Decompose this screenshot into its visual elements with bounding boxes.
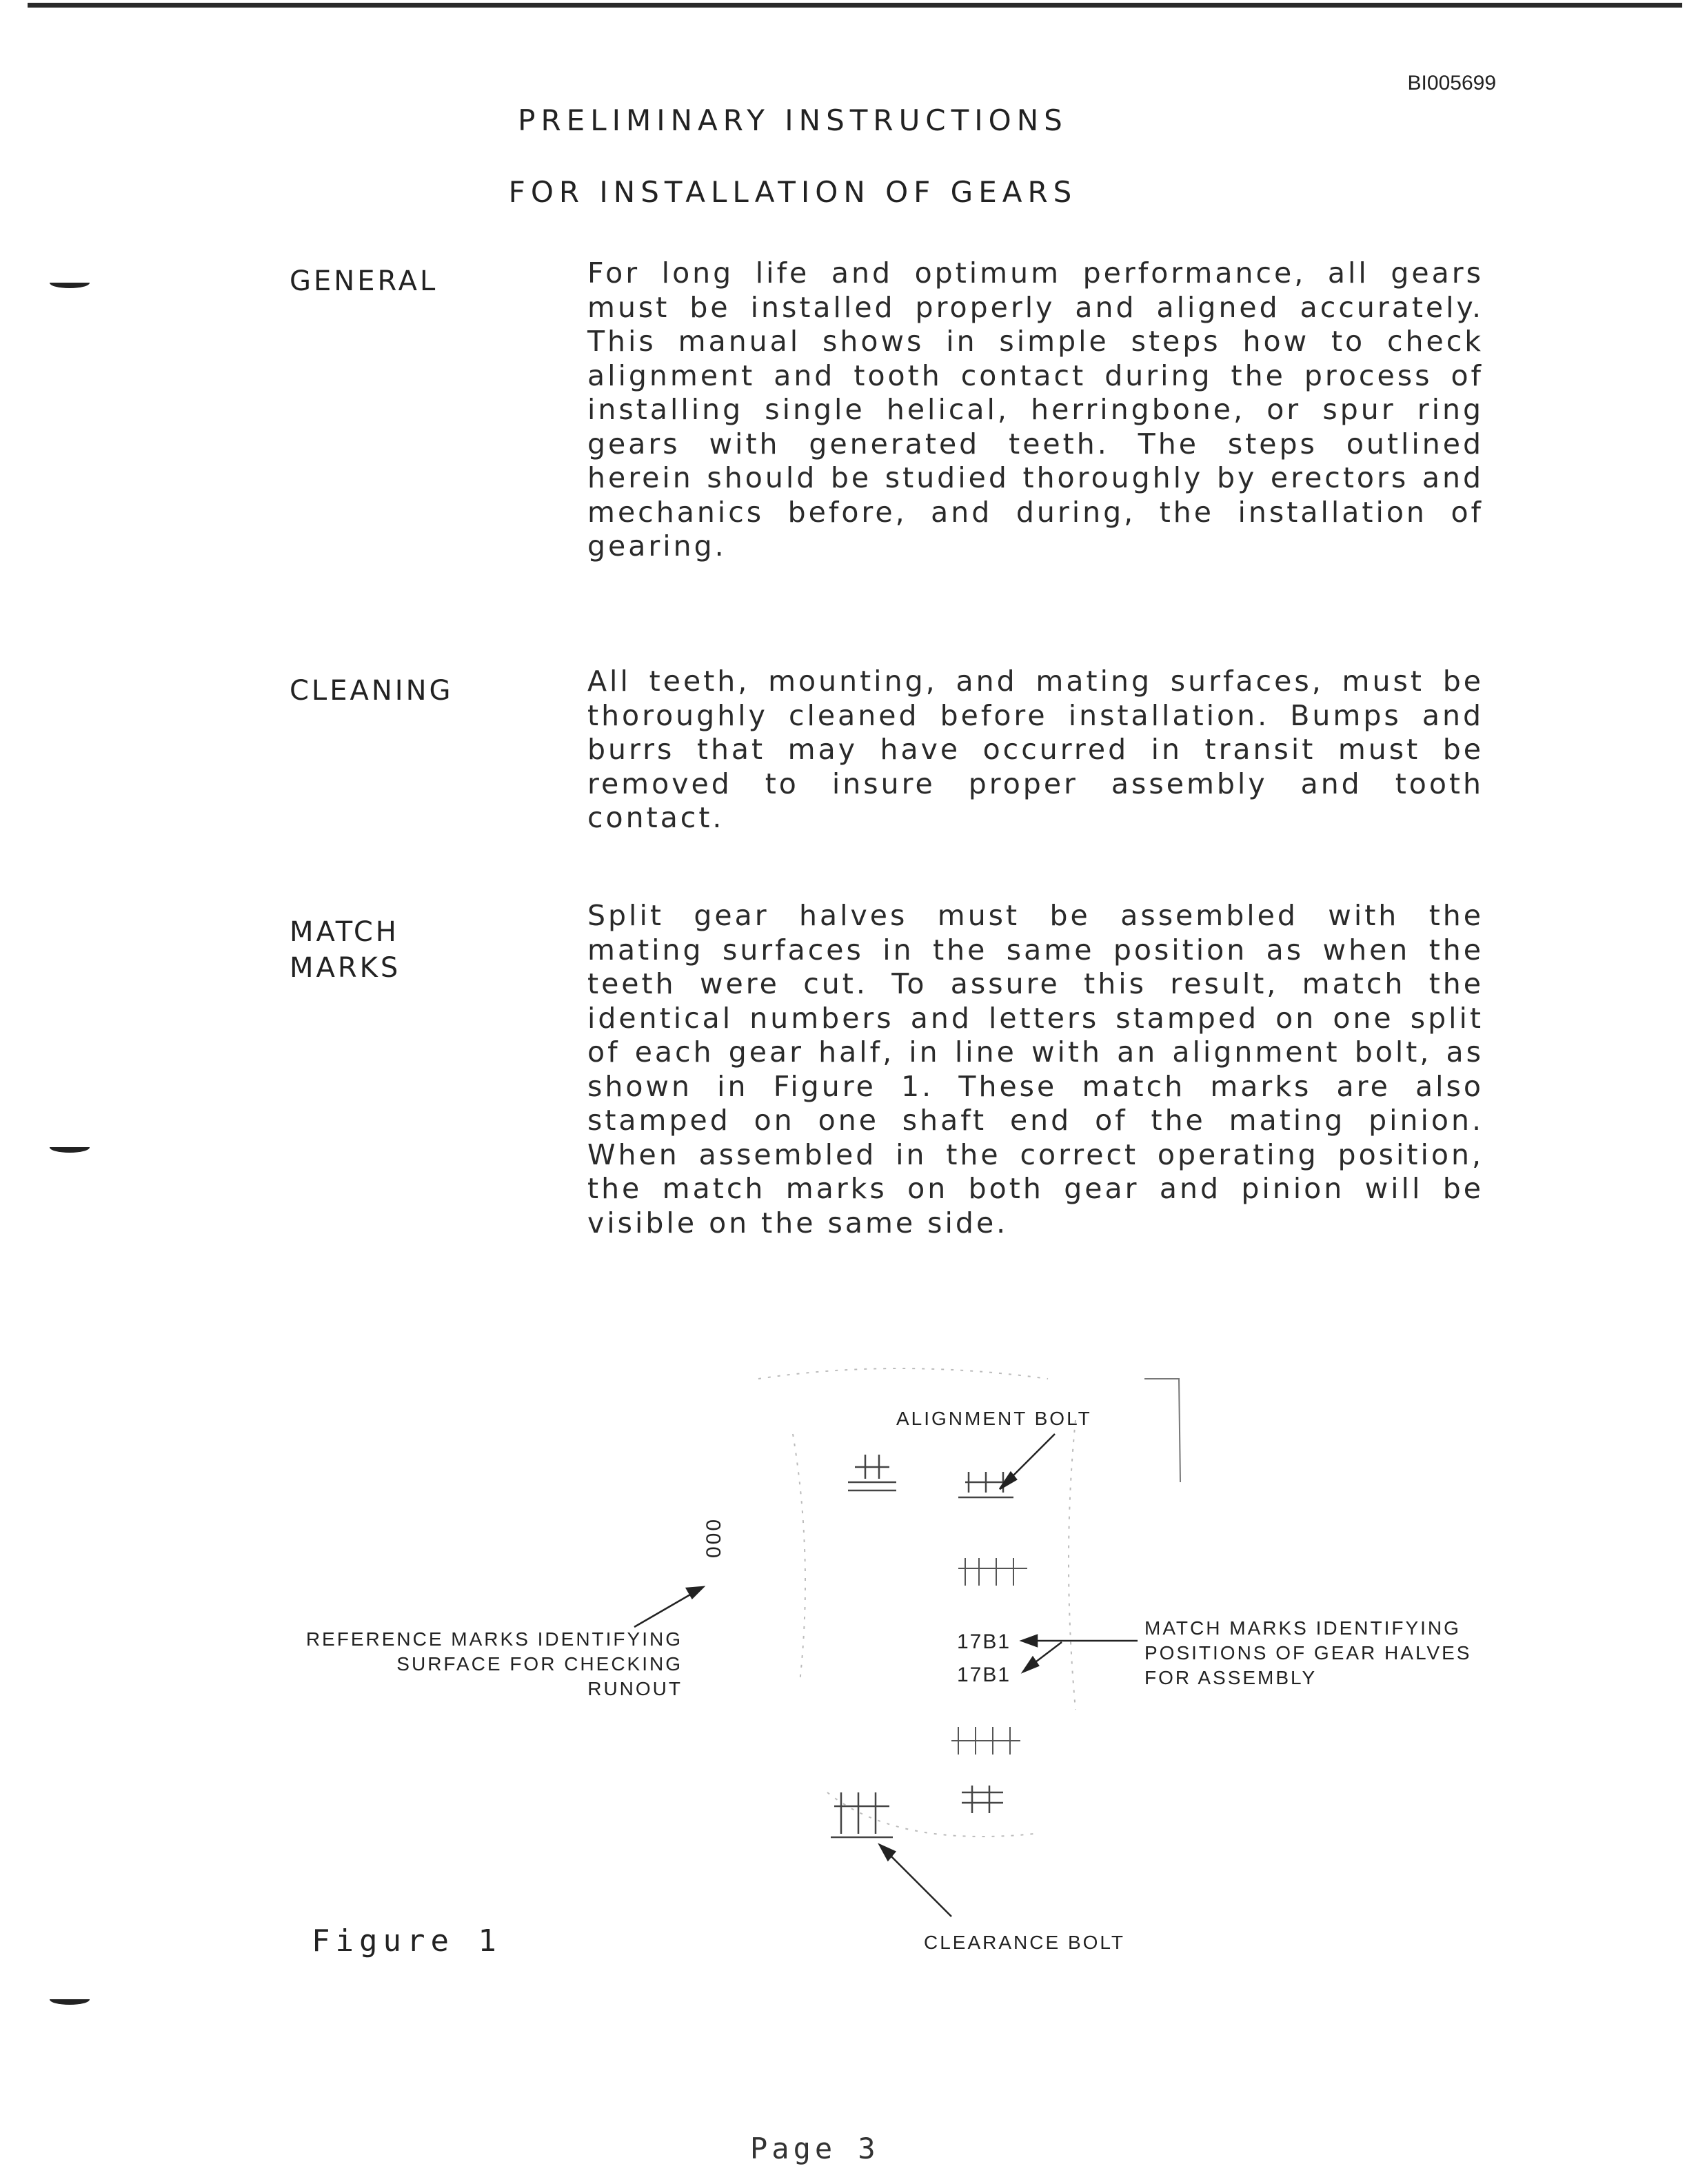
gear-outline-right: [1069, 1420, 1076, 1710]
bolt-lower-center: [962, 1786, 1003, 1813]
bolt-upper-left: [848, 1455, 896, 1490]
figure-caption: Figure 1: [312, 1923, 502, 1959]
binder-hole-mark: [50, 283, 90, 288]
arrowhead-match-marks-lower: [1023, 1657, 1038, 1672]
arrowhead-alignment-bolt: [1000, 1473, 1016, 1489]
section-label-match-marks: MATCH MARKS: [290, 916, 401, 984]
label-clearance-bolt: CLEARANCE BOLT: [924, 1932, 1125, 1953]
section-body-cleaning: [587, 665, 1484, 836]
arrowhead-match-marks-upper: [1022, 1635, 1037, 1646]
arrowhead-reference-marks: [687, 1587, 703, 1598]
section-label-cleaning: CLEANING: [290, 675, 454, 707]
top-rule: [28, 3, 1682, 8]
split-line-bolt-lower: [951, 1727, 1020, 1755]
match-mark-upper: 17B1: [957, 1630, 1011, 1653]
section-body-general: [587, 256, 1484, 564]
title-line-2: FOR INSTALLATION OF GEARS: [508, 175, 1078, 209]
section-label-general: GENERAL: [290, 265, 438, 297]
section-paragraph: For long life and optimum performance, all gears must be installed properly and aligned accurately. This manual shows in simple steps how to check alignment and tooth contact during the process of installing single helical, herringbone, or spur ring gears with generated teeth. The steps outlined herein should be studied thoroughly by erectors and mechanics before, and during, the installation of gearing.: [587, 256, 1484, 563]
title-line-1: PRELIMINARY INSTRUCTIONS: [518, 103, 1068, 137]
binder-hole-mark: [50, 1147, 90, 1153]
split-line-bolt-upper: [958, 1558, 1027, 1586]
label-reference-marks: REFERENCE MARKS IDENTIFYING SURFACE FOR CHECKING RUNOUT: [305, 1628, 683, 1699]
figure-1: [0, 1351, 1696, 2041]
document-id: BI005699: [1407, 72, 1496, 94]
gear-edge-bracket: [1144, 1379, 1180, 1482]
label-alignment-bolt: ALIGNMENT BOLT: [896, 1408, 1092, 1429]
gear-outline-top: [758, 1368, 1048, 1379]
clearance-bolt-shape: [831, 1792, 893, 1837]
label-match-marks: MATCH MARKS IDENTIFYING POSITIONS OF GEAR HALVES FOR ASSEMBLY: [1144, 1617, 1472, 1688]
section-paragraph: Split gear halves must be assembled with the mating surfaces in the same position as when the teeth were cut. To assure this result, match the identical numbers and letters stamped on one split of each gear half, in line with an alignment bolt, as shown in Figure 1. These match marks are also stamped on one shaft end of the mating pinion. When assembled in the correct operating position, the match marks on both gear and pinion will be visible on the same side.: [587, 899, 1484, 1240]
gear-outline-left: [793, 1434, 805, 1682]
leader-clearance-bolt: [882, 1848, 951, 1917]
page-number: Page 3: [750, 2132, 880, 2165]
match-mark-lower: 17B1: [957, 1664, 1011, 1686]
reference-mark: 000: [703, 1517, 725, 1558]
section-paragraph: All teeth, mounting, and mating surfaces, must be thoroughly cleaned before installation. Bumps and burrs that may have occurred in transit must be removed to insure proper assembly and tooth contact.: [587, 665, 1484, 834]
gear-split-illustration: [0, 1351, 1696, 2041]
section-body-match-marks: [587, 899, 1484, 1240]
